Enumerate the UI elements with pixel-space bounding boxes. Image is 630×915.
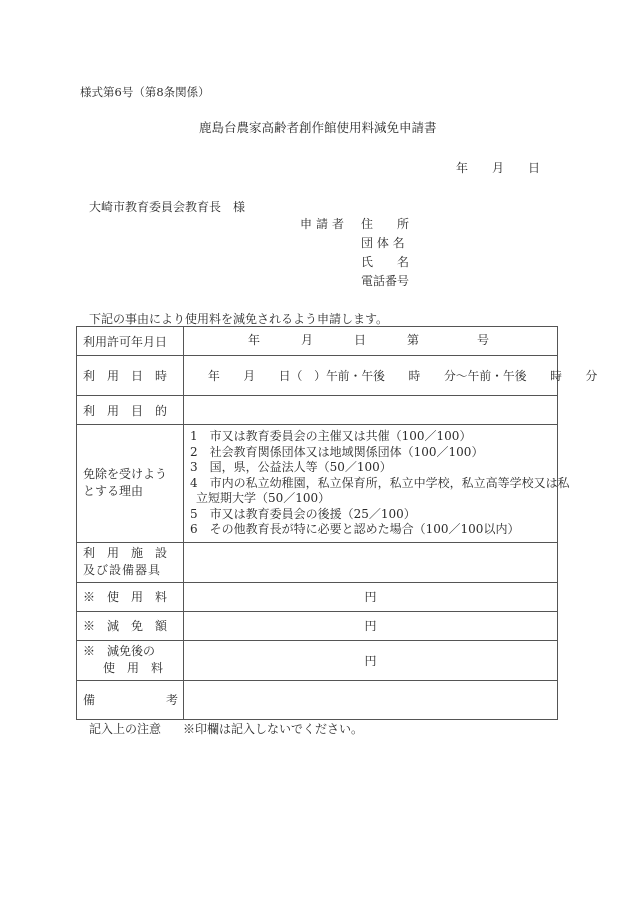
permit-number-suffix: 号 (477, 333, 490, 347)
date-year: 年 (456, 161, 469, 175)
value-purpose[interactable] (184, 396, 558, 425)
label-facility (77, 542, 184, 582)
field-address: 住 所 (361, 217, 410, 231)
label-fee-after-line1: ※ 減免後の (83, 644, 156, 658)
field-name: 氏 名 (361, 255, 410, 269)
permit-month: 月 (301, 333, 314, 347)
value-reduction-unit[interactable]: 円 (184, 611, 558, 640)
reason-item-2[interactable]: 2 社会教育関係団体又は地域関係団体（100／100） (190, 444, 484, 459)
row-fee-after (77, 640, 558, 680)
reason-item-6[interactable]: 6 その他教育長が特に必要と認めた場合（100／100以内） (190, 522, 520, 536)
label-fee-after (77, 640, 184, 680)
value-permit-date[interactable] (184, 327, 558, 356)
permit-day: 日 (354, 333, 367, 347)
label-permit-date: 利用許可年月日 (77, 327, 184, 356)
label-remarks (77, 680, 184, 719)
label-remarks-a: 備 (83, 693, 96, 707)
label-purpose: 利 用 目 的 (77, 396, 184, 425)
label-reason (77, 425, 184, 543)
label-fee-after-line2: 使 用 料 (103, 661, 164, 675)
row-remarks (77, 680, 558, 719)
value-remarks[interactable] (184, 680, 558, 719)
row-permit-date (77, 327, 558, 356)
label-reduction: ※ 減 免 額 (77, 611, 184, 640)
field-phone: 電話番号 (361, 274, 410, 288)
date-day: 日 (528, 161, 541, 175)
label-usage-datetime: 利 用 日 時 (77, 356, 184, 396)
intro-text: 下記の事由により使用料を減免されるよう申請します。 (89, 312, 389, 326)
applicant-label: 申請者 (300, 217, 349, 231)
row-reason (77, 425, 558, 543)
row-purpose (77, 396, 558, 425)
row-usage-datetime (77, 356, 558, 396)
value-usage-datetime[interactable]: 年 月 日（ ）午前・午後 時 分〜午前・午後 時 分 (184, 356, 558, 396)
value-fee-after-unit[interactable]: 円 (184, 640, 558, 680)
reason-item-4[interactable]: 4 市内の私立幼稚園，私立保育所，私立中学校，私立高等学校又は私 (190, 475, 570, 490)
document-title: 鹿島台農家高齢者創作館使用料減免申請書 (199, 120, 437, 135)
row-reduction (77, 611, 558, 640)
notes-text: ※印欄は記入しないでください。 (183, 722, 364, 736)
reason-item-4-cont: 立短期大学（50／100） (196, 491, 331, 505)
reason-item-3[interactable]: 3 国，県，公益法人等（50／100） (190, 460, 392, 474)
row-fee (77, 582, 558, 611)
date-month: 月 (492, 161, 505, 175)
label-facility-line2: 及び設備器具 (83, 563, 162, 577)
permit-number-prefix: 第 (407, 333, 420, 347)
value-facility[interactable] (184, 542, 558, 582)
reason-list (184, 425, 570, 543)
label-remarks-b: 考 (165, 693, 178, 707)
label-reason-text: 免除を受けようとする理由 (83, 467, 168, 499)
application-table (76, 326, 598, 720)
row-facility (77, 542, 558, 582)
field-group-name: 団 体 名 (361, 236, 405, 250)
notes-label: 記入上の注意 (89, 722, 162, 736)
reason-item-5[interactable]: 5 市又は教育委員会の後援（25／100） (190, 506, 416, 521)
addressee: 大崎市教育委員会教育長 様 (89, 200, 246, 214)
value-fee-unit[interactable]: 円 (184, 582, 558, 611)
label-facility-line1: 利 用 施 設 (83, 546, 168, 560)
label-fee: ※ 使 用 料 (77, 582, 184, 611)
permit-year: 年 (248, 333, 261, 347)
reason-item-1[interactable]: 1 市又は教育委員会の主催又は共催（100／100） (190, 429, 472, 443)
form-number: 様式第6号（第8条関係） (80, 85, 210, 99)
